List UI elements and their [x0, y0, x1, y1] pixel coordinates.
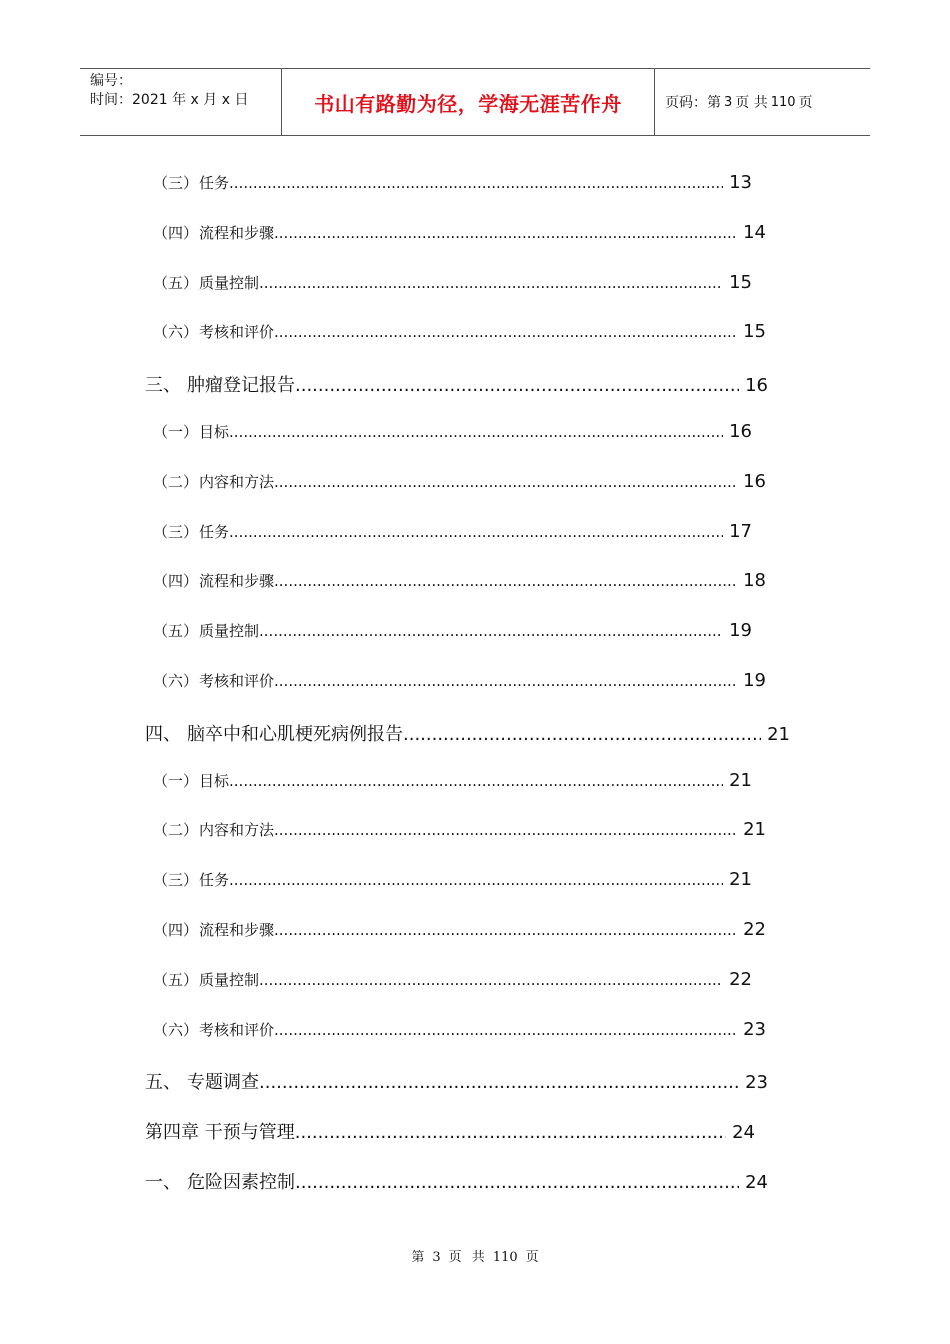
toc-entry[interactable] — [153, 1019, 766, 1040]
toc-entry[interactable] — [153, 770, 752, 791]
toc-entry-marker: （五） — [153, 273, 199, 292]
toc-entry-title: 肿瘤登记报告 — [187, 375, 295, 397]
footer-prefix: 第 — [411, 1250, 425, 1265]
toc-entry[interactable] — [153, 819, 766, 840]
toc-dot-leader — [295, 1122, 726, 1143]
toc-dot-leader — [274, 921, 737, 939]
toc-entry[interactable] — [145, 1168, 768, 1194]
toc-dot-leader — [243, 423, 723, 441]
toc-entry[interactable] — [153, 421, 752, 442]
header-motto: 书山有路勤为径，学海无涯苦作舟 — [314, 91, 622, 116]
toc-entry-marker: （四） — [153, 223, 199, 242]
toc-entry-marker: （五） — [153, 622, 199, 641]
toc-entry[interactable] — [153, 570, 766, 591]
page-header — [80, 68, 870, 136]
toc-entry-marker: 一、 — [145, 1172, 181, 1193]
toc-entry[interactable] — [153, 620, 752, 641]
toc-entry[interactable] — [153, 272, 752, 293]
toc-entry-page: 15 — [743, 321, 766, 343]
toc-entry-marker: （六） — [153, 672, 199, 690]
toc-dot-leader — [259, 1072, 739, 1093]
header-page-mid: 页 共 — [735, 95, 768, 111]
toc-entry[interactable] — [153, 670, 766, 691]
toc-entry-marker: （六） — [153, 1020, 199, 1039]
toc-entry-title: 脑卒中和心肌梗死病例报告 — [187, 723, 403, 745]
toc-dot-leader — [274, 821, 737, 839]
toc-entry-page: 18 — [743, 570, 766, 592]
toc-entry-marker: （一） — [153, 771, 199, 790]
toc-entry-page: 22 — [743, 919, 766, 940]
header-page-prefix: 页码：第 — [665, 95, 721, 111]
toc-entry-marker: （一） — [153, 423, 199, 441]
toc-dot-leader — [403, 724, 761, 745]
toc-entry-page: 23 — [743, 1018, 766, 1040]
toc-entry-marker: （二） — [153, 821, 199, 840]
toc-dot-leader — [243, 174, 723, 192]
toc-dot-leader — [273, 274, 723, 292]
toc-entry-marker: （四） — [153, 921, 199, 939]
toc-entry-marker: （六） — [153, 323, 199, 342]
toc-entry-page: 21 — [729, 869, 752, 891]
toc-entry-page: 15 — [729, 271, 752, 293]
toc-entry[interactable] — [145, 1068, 768, 1094]
toc-entry-marker: 四、 — [145, 723, 181, 745]
footer-current: 3 — [432, 1250, 441, 1265]
toc-entry-page: 21 — [729, 769, 752, 791]
toc-entry[interactable] — [153, 471, 766, 492]
toc-entry-title: 考核和评价 — [199, 672, 275, 690]
toc-entry-marker: （三） — [153, 174, 199, 192]
header-time-label: 时间：2021 年 x 月 x 日 — [90, 92, 249, 108]
toc-entry-page: 17 — [729, 520, 752, 542]
toc-entry[interactable] — [145, 1118, 755, 1144]
toc-entry[interactable] — [153, 321, 766, 342]
toc-entry[interactable] — [153, 521, 752, 542]
toc-entry-title: 危险因素控制 — [187, 1172, 295, 1193]
header-page-current: 3 — [724, 94, 733, 110]
header-motto-cell — [282, 69, 655, 135]
toc-entry-marker: （三） — [153, 522, 199, 541]
toc-entry-marker: 五、 — [145, 1072, 181, 1094]
toc-dot-leader — [243, 772, 723, 790]
toc-entry-page: 16 — [729, 421, 752, 442]
toc-dot-leader — [274, 323, 737, 341]
toc-dot-leader — [243, 871, 723, 889]
toc-entry-title: 质量控制... — [199, 970, 274, 989]
toc-dot-leader — [274, 224, 737, 242]
toc-entry-page: 22 — [729, 968, 752, 990]
toc-entry-marker: （三） — [153, 871, 199, 890]
toc-entry-title: 任务... — [199, 871, 244, 890]
toc-entry-page: 21 — [767, 723, 790, 745]
toc-entry-title: 流程和步骤 — [199, 572, 275, 591]
toc-dot-leader — [274, 672, 737, 690]
toc-entry-title: 考核和评价 — [199, 1020, 275, 1039]
toc-entry-page: 21 — [743, 819, 766, 841]
page-footer — [0, 1246, 950, 1265]
toc-entry-title: 目标... — [199, 771, 244, 790]
toc-entry-marker: （二） — [153, 472, 199, 491]
footer-total: 110 — [492, 1250, 518, 1265]
header-page-suffix: 页 — [798, 95, 813, 111]
toc-entry[interactable] — [153, 969, 752, 990]
toc-entry-page: 14 — [743, 221, 766, 243]
toc-entry-marker: （四） — [153, 572, 199, 591]
toc-entry-page: 16 — [743, 470, 766, 492]
toc-entry-page: 16 — [745, 375, 768, 397]
toc-entry-title: 内容和方法 — [199, 472, 275, 491]
toc-dot-leader — [243, 523, 723, 541]
toc-entry[interactable] — [153, 919, 766, 940]
toc-entry-title: 流程和步骤 — [199, 921, 275, 939]
toc-entry-page: 24 — [732, 1122, 755, 1144]
toc-entry-title: 任务... — [199, 174, 244, 192]
toc-entry-page: 13 — [729, 172, 752, 193]
toc-entry[interactable] — [145, 371, 768, 397]
toc-dot-leader — [274, 1021, 737, 1039]
toc-entry-marker: （五） — [153, 970, 199, 989]
toc-entry-title: 考核和评价 — [199, 323, 275, 342]
header-number-label: 编号： — [90, 73, 132, 89]
toc-entry-title: 流程和步骤 — [199, 223, 275, 242]
toc-entry[interactable] — [153, 869, 752, 890]
toc-entry-title: 目标... — [199, 423, 244, 441]
toc-entry-title: 质量控制... — [199, 273, 274, 292]
toc-dot-leader — [274, 572, 737, 590]
toc-entry[interactable] — [153, 222, 766, 243]
toc-entry[interactable] — [153, 172, 752, 193]
header-page-cell — [655, 69, 870, 135]
footer-suffix: 页 — [525, 1250, 539, 1265]
footer-mid: 页 共 — [448, 1250, 485, 1265]
toc-dot-leader — [295, 1172, 739, 1193]
toc-dot-leader — [273, 971, 723, 989]
toc-dot-leader — [295, 375, 739, 396]
toc-entry-title: 第四章 干预与管理 — [145, 1122, 295, 1144]
toc-entry-page: 19 — [743, 670, 766, 691]
header-meta-cell — [80, 69, 282, 135]
toc-entry-page: 24 — [745, 1172, 768, 1193]
toc-entry-title: 任务... — [199, 522, 244, 541]
toc-entry-title: 内容和方法 — [199, 821, 275, 840]
toc-entry-marker: 三、 — [145, 375, 181, 397]
toc-dot-leader — [273, 622, 723, 640]
toc-dot-leader — [274, 473, 737, 491]
toc-entry-page: 19 — [729, 620, 752, 642]
toc-entry-page: 23 — [745, 1072, 768, 1094]
toc-entry-title: 专题调查 — [187, 1072, 259, 1094]
toc-entry-title: 质量控制... — [199, 622, 274, 641]
toc-entry[interactable] — [145, 720, 790, 746]
header-page-total: 110 — [770, 94, 796, 110]
